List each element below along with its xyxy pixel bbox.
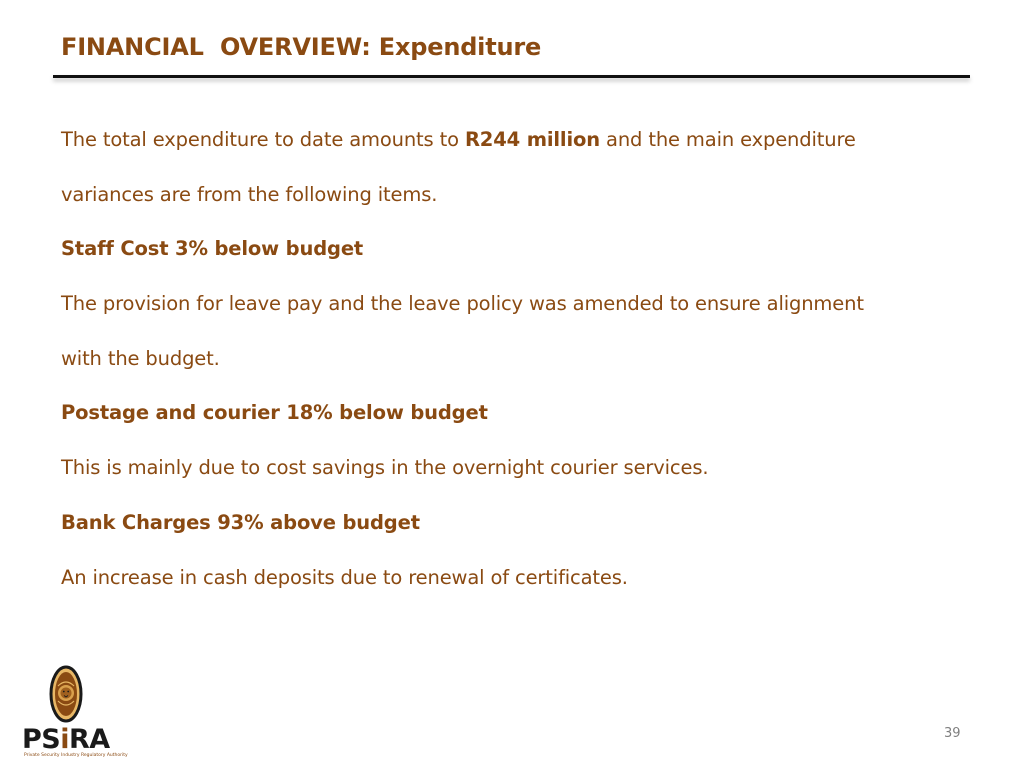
total-expenditure-amount: R244 million [464, 128, 600, 151]
intro-text-start: The total expenditure to date amounts to [61, 128, 465, 151]
title-underline-rule [53, 75, 970, 78]
item-text-bank-charges: An increase in cash deposits due to renewal of certificates. [61, 565, 628, 589]
intro-line-2: variances are from the following items. [61, 182, 438, 206]
item-heading-staff-cost: Staff Cost 3% below budget [61, 237, 364, 261]
psira-logo [22, 664, 128, 762]
item-heading-postage-courier: Postage and courier 18% below budget [61, 401, 488, 425]
logo-word-start: PS [22, 724, 61, 755]
slide-body [61, 113, 971, 605]
logo-word-accent: i [60, 724, 69, 755]
item-text-staff-cost-1: The provision for leave pay and the leave policy was amended to ensure alignment [61, 292, 864, 316]
logo-word-end: RA [69, 724, 110, 755]
page-number: 39 [944, 726, 961, 741]
lion-shield-icon [48, 664, 84, 724]
intro-line-1 [61, 113, 971, 168]
intro-text-end: and the main expenditure [599, 128, 856, 151]
slide-title: FINANCIAL OVERVIEW: Expenditure [61, 33, 542, 61]
item-heading-bank-charges: Bank Charges 93% above budget [61, 510, 420, 534]
logo-wordmark [22, 725, 110, 755]
item-text-postage-courier: This is mainly due to cost savings in the overnight courier services. [61, 456, 709, 480]
logo-tagline: Private Security Industry Regulatory Authority [24, 753, 128, 758]
item-text-staff-cost-2: with the budget. [61, 346, 220, 370]
